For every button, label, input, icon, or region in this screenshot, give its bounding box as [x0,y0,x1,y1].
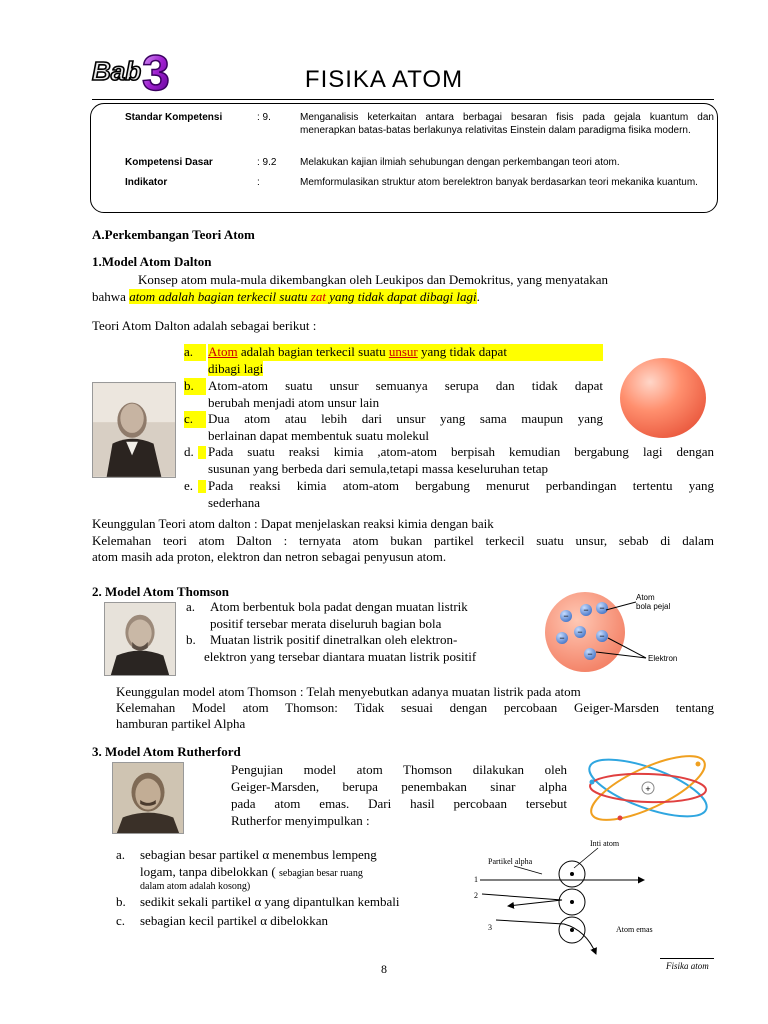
thomson-atom-diagram [540,588,716,674]
page-title: FISIKA ATOM [304,66,464,93]
bab-number: 3 [142,45,170,98]
list-marker: a. [184,344,206,361]
dalton-heading: 1.Model Atom Dalton [92,254,212,269]
highlight-red-span: zat [310,289,326,304]
highlight-text [129,289,476,304]
highlight-marker [198,446,206,459]
thomson-weakness-line1: Kelemahan Model atom Thomson: Tidak sesuai dengan percobaan Geiger-Marsden tentang [116,700,714,715]
path-number: 2 [474,891,478,900]
dalton-theory-lead: Teori Atom Dalton adalah sebagai berikut : [92,318,317,333]
alpha-path [482,894,562,906]
path-number: 1 [474,875,478,884]
text-span: yang tidak dapat [417,344,507,359]
section-heading: A.Perkembangan Teori Atom [92,227,255,242]
list-text: Muatan listrik positif dinetralkan oleh elektron- [210,632,458,647]
list-marker: c. [184,411,206,428]
small-text-span: sebagian besar ruang [279,868,363,879]
list-marker: b. [186,632,196,647]
dalton-atom-sphere [618,356,708,440]
rutherford-para-line: Rutherfor menyimpulkan : [231,813,370,828]
alpha-path [496,920,596,954]
competency-text: Memformulasikan struktur atom berelektron banyak berdasarkan teori mekanika kuantum. [300,177,698,188]
electron-icon [618,816,623,821]
page-number: 8 [381,962,387,976]
list-text: Dua atom atau lebih dari unsur yang sama maupun yang [208,411,603,426]
nucleus [570,900,574,904]
rutherford-para-line: pada atom emas. Dari hasil percobaan tersebut [231,796,567,811]
rutherford-para-line: Pengujian model atom Thomson dilakukan oleh [231,762,567,777]
bab-word: Bab [92,56,142,86]
list-marker: b. [184,378,206,395]
svg-text:−: − [559,633,565,643]
leader-line [574,848,598,868]
list-text: Atom berbentuk bola padat dengan muatan listrik [210,599,468,614]
competency-label: Standar Kompetensi [125,112,223,123]
rutherford-orbit-diagram [580,746,716,830]
list-text-line2: berubah menjadi atom unsur lain [208,394,380,410]
thomson-portrait [104,602,176,676]
dalton-advantage: Keunggulan Teori atom dalton : Dapat menjelaskan reaksi kimia dengan baik [92,516,494,531]
text-span: logam, tanpa dibelokkan ( [140,864,279,879]
list-marker: a. [116,847,126,862]
path-number: 3 [488,923,492,932]
list-text-line2: sederhana [208,494,260,510]
list-text: sebagian kecil partikel α dibelokkan [140,913,329,928]
list-text-line2: positif tersebar merata diseluruh bagian bola [210,615,442,631]
diagram-label: Inti atom [590,839,620,848]
dalton-weakness-line2: atom masih ada proton, elektron dan netron sebagai penyusun atom. [92,549,447,564]
list-text: Pada suatu reaksi kimia ,atom-atom berpisah kemudian bergabung lagi dengan [208,444,714,459]
list-text: Atom-atom suatu unsur semuanya serupa dan tidak dapat [208,378,603,393]
list-text [208,344,603,361]
text-span: bahwa [92,289,130,304]
competency-label: Indikator [125,177,168,188]
competency-label: Kompetensi Dasar [125,157,213,168]
thomson-advantage: Keunggulan model atom Thomson : Telah menyebutkan adanya muatan listrik pada atom [116,684,581,699]
svg-text:−: − [583,605,589,615]
svg-text:−: − [577,627,583,637]
competency-code: : 9.2 [257,157,277,168]
diagram-label: Partikel alpha [488,857,533,866]
list-text-line3: dalam atom adalah kosong) [140,881,251,892]
list-text-line2: susunan yang berbeda dari semula,tetapi massa keseluruhan tetap [208,460,549,476]
electron-icon [590,780,595,785]
footer-rule [660,958,714,959]
link-atom[interactable]: Atom [208,344,238,359]
competency-text: Menganalisis keterkaitan antara berbagai besaran fisis pada gejala kuantum dan menerapkan batas-batas berlakunya relativitas Einstein dalam paradigma fisika modern. [300,112,714,136]
list-marker: d. [184,444,194,459]
alpha-scattering-diagram [468,834,668,962]
dalton-intro-line1: Konsep atom mula-mula dikembangkan oleh Leukipos dan Demokritus, yang menyatakan [138,272,609,287]
text-span: adalah bagian terkecil suatu [237,344,389,359]
highlight-marker [198,480,206,493]
running-title: Fisika atom [666,961,709,971]
electron-icon [696,762,701,767]
diagram-label: Elektron [648,654,678,663]
thomson-weakness-line2: hamburan partikel Alpha [116,716,246,731]
list-text: sedikit sekali partikel α yang dipantulkan kembali [140,894,400,909]
thomson-heading: 2. Model Atom Thomson [92,584,229,599]
link-unsur[interactable]: unsur [388,344,418,359]
svg-text:−: − [599,631,605,641]
nucleus [570,928,574,932]
text-span: . [476,289,480,304]
diagram-label: bola pejal [636,602,671,611]
svg-text:−: − [587,649,593,659]
list-text-line2: berlainan dapat membentuk suatu molekul [208,427,429,443]
list-text: sebagian besar partikel α menembus lempeng [140,847,377,862]
diagram-label: Atom [636,593,655,602]
dalton-weakness-line1: Kelemahan teori atom Dalton : ternyata atom bukan partikel terkecil suatu unsur, sebab di dalam [92,533,714,548]
competency-code: : 9. [257,112,271,123]
svg-text:−: − [599,603,605,613]
competency-text: Melakukan kajian ilmiah sehubungan dengan perkembangan teori atom. [300,157,620,168]
dalton-portrait [92,382,176,478]
nucleus [570,872,574,876]
rutherford-heading: 3. Model Atom Rutherford [92,744,241,759]
competency-box [90,103,718,213]
list-text: Pada reaksi kimia atom-atom bergabung menurut perbandingan tertentu yang [208,478,714,493]
svg-text:−: − [563,611,569,621]
competency-code: : [257,177,260,188]
list-marker: b. [116,894,126,909]
list-marker: e. [184,478,194,493]
highlight-span: yang tidak dapat dibagi lagi [325,289,477,304]
leader-line [514,866,542,874]
list-marker: a. [186,599,196,614]
nucleus-sign: + [645,784,651,794]
list-marker: c. [116,913,126,928]
title-rule [92,99,714,100]
diagram-label: Atom emas [616,925,653,934]
rutherford-portrait [112,762,184,834]
highlight-span: dibagi lagi [208,360,264,376]
dalton-intro-line2 [92,289,714,306]
list-text-line2 [208,361,263,378]
list-text-line2: elektron yang tersebar diantara muatan listrik positif [204,648,477,664]
rutherford-para-line: Geiger-Marsden, berupa penembakan sinar alpha [231,779,567,794]
highlight-span: atom adalah bagian terkecil suatu [129,289,311,304]
